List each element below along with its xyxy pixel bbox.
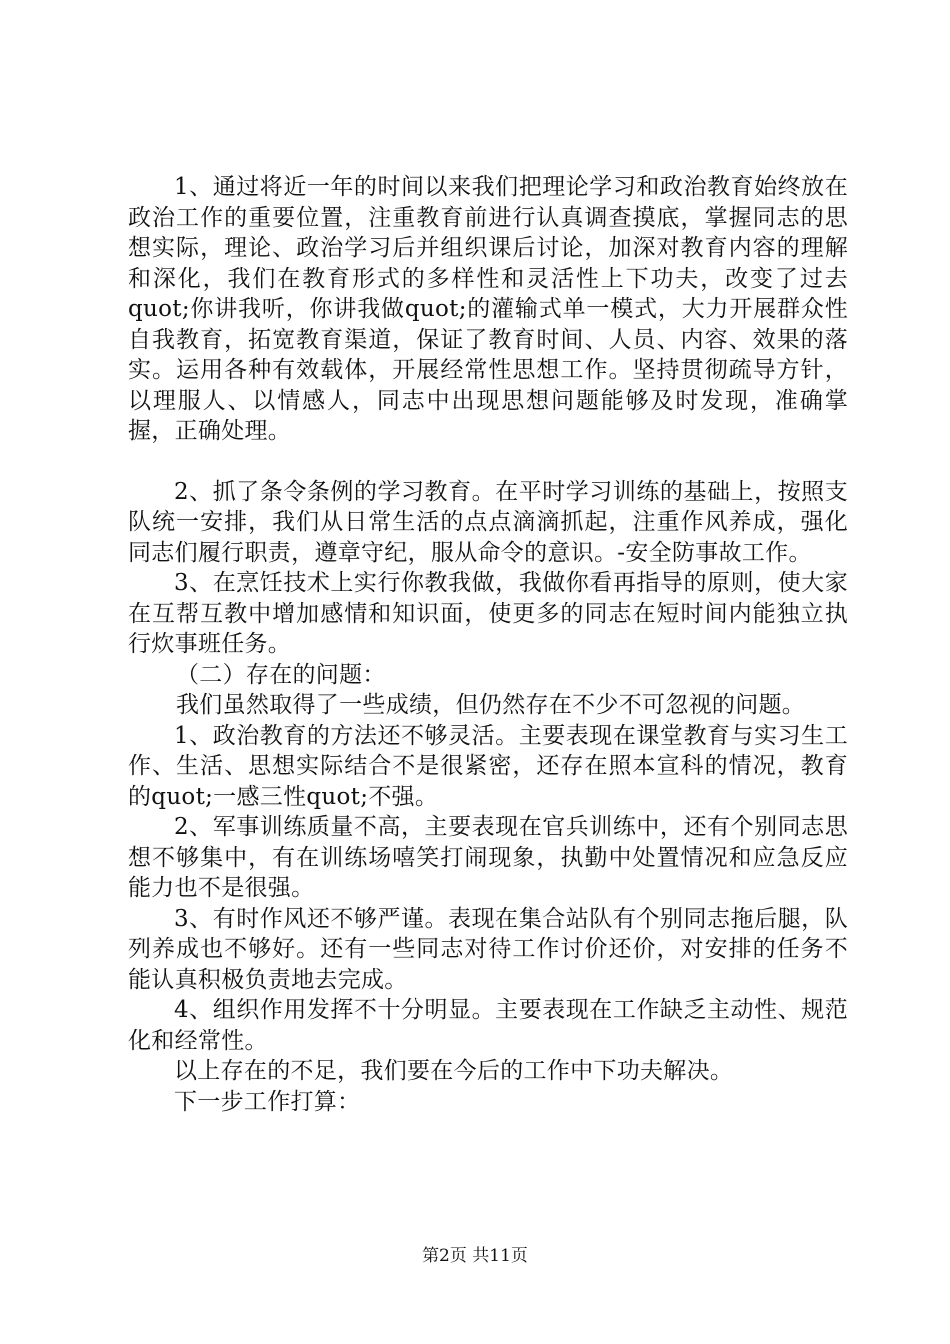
section-heading-problems: （二）存在的问题： xyxy=(176,661,386,688)
paragraph-political-education: 1、通过将近一年的时间以来我们把理论学习和政治教育始终放在政治工作的重要位置，注重教育前进行认真调查摸底，掌握同志的思想实际，理论、政治学习后并组织课后讨论，加深对教育内容的理解和深化，我们在教育形式的多样性和灵活性上下功夫，改变了过去quot;你讲我听，你讲我做quot;的灌输式单一模式，大力开展群众性自我教育，拓宽教育渠道，保证了教育时间、人员、内容、效果的落实。运用各种有效载体，开展经常性思想工作。坚持贯彻疏导方针，以理服人、以情感人，同志中出现思想问题能够及时发现，准确掌握，正确处理。 xyxy=(128,174,848,444)
paragraph-problem-4: 4、组织作用发挥不十分明显。主要表现在工作缺乏主动性、规范化和经常性。 xyxy=(128,997,848,1054)
paragraph-gap xyxy=(128,447,848,477)
paragraph-next-steps-heading: 下一步工作打算： xyxy=(174,1088,361,1115)
page-number-footer: 第2页 共11页 xyxy=(422,1246,528,1266)
paragraph-regulations-study: 2、抓了条令条例的学习教育。在平时学习训练的基础上，按照支队统一安排，我们从日常生活的点点滴滴抓起，注重作风养成，强化同志们履行职责，遵章守纪，服从命令的意识。-安全防事故工作。 xyxy=(128,478,848,566)
paragraph-problem-1: 1、政治教育的方法还不够灵活。主要表现在课堂教育与实习生工作、生活、思想实际结合不是很紧密，还存在照本宣科的情况，教育的quot;一感三性quot;不强。 xyxy=(128,722,848,810)
paragraph-cooking-skills: 3、在烹饪技术上实行你教我做，我做你看再指导的原则，使大家在互帮互教中增加感情和知识面，使更多的同志在短时间内能独立执行炊事班任务。 xyxy=(128,570,848,657)
paragraph-problems-intro: 我们虽然取得了一些成绩，但仍然存在不少不可忽视的问题。 xyxy=(176,692,806,718)
paragraph-problem-3: 3、有时作风还不够严谨。表现在集合站队有个别同志拖后腿，队列养成也不够好。还有一些同志对待工作讨价还价，对安排的任务不能认真积极负责地去完成。 xyxy=(128,905,848,993)
document-body xyxy=(128,172,848,1117)
paragraph-problem-2: 2、军事训练质量不高，主要表现在官兵训练中，还有个别同志思想不够集中，有在训练场嘻笑打闹现象，执勤中处置情况和应急反应能力也不是很强。 xyxy=(128,814,848,901)
paragraph-conclusion: 以上存在的不足，我们要在今后的工作中下功夫解决。 xyxy=(174,1058,734,1084)
